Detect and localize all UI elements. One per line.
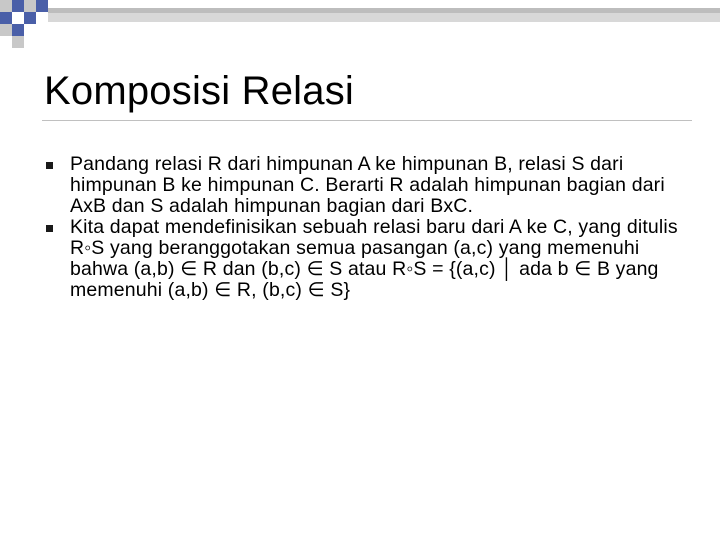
deco-square: [12, 0, 24, 12]
deco-square: [12, 12, 24, 24]
square-bullet-icon: [46, 225, 53, 232]
deco-square: [12, 36, 24, 48]
deco-square: [0, 0, 12, 12]
bullet-text: Pandang relasi R dari himpunan A ke himpunan B, relasi S dari himpunan B ke himpunan C. Berarti R adalah himpunan bagian dari AxB dan S adalah himpunan bagian dari BxC.: [70, 153, 665, 217]
deco-square: [24, 0, 36, 12]
deco-square: [12, 24, 24, 36]
title-divider: [42, 120, 692, 121]
deco-square: [24, 24, 36, 36]
square-bullet-icon: [46, 162, 53, 169]
deco-square: [0, 24, 12, 36]
deco-square: [36, 0, 48, 12]
deco-square: [0, 12, 12, 24]
list-item: [44, 154, 684, 217]
page-title: Komposisi Relasi: [44, 69, 354, 113]
bullet-text: Kita dapat mendefinisikan sebuah relasi baru dari A ke C, yang ditulis R◦S yang beranggotakan semua pasangan (a,c) yang memenuhi bahwa (a,b) ∈ R dan (b,c) ∈ S atau R◦S = {(a,c) │ ada b ∈ B yang memenuhi (a,b) ∈ R, (b,c) ∈ S}: [70, 216, 678, 301]
list-item: [44, 217, 684, 301]
bullet-list: [44, 154, 684, 301]
deco-square: [24, 12, 36, 24]
deco-bar-dark: [48, 8, 720, 13]
header-decoration: [0, 0, 720, 50]
